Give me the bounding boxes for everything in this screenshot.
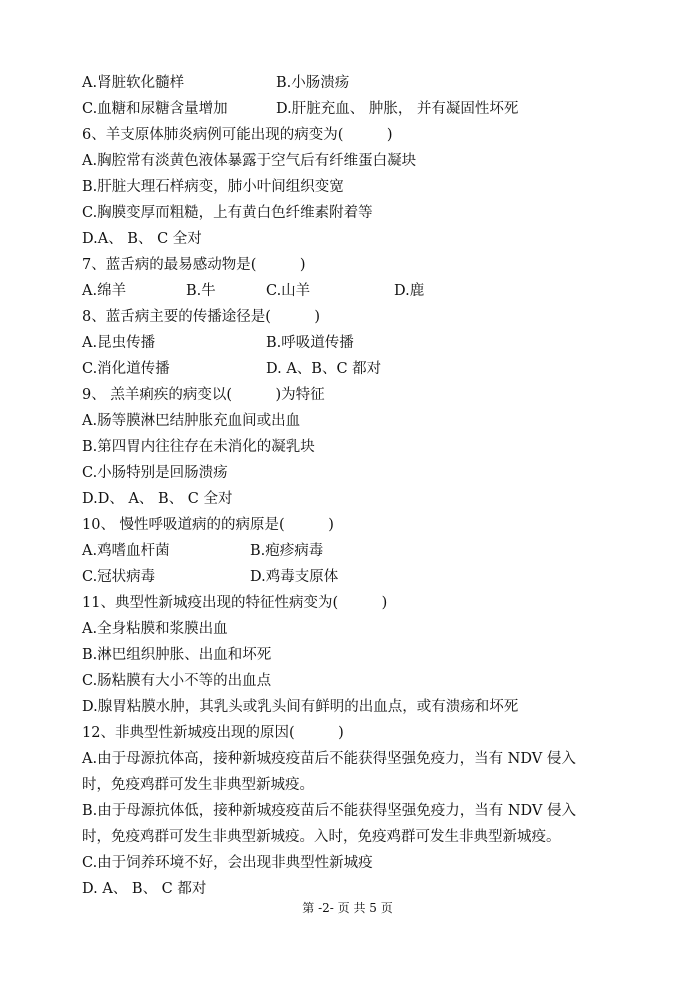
q9-option-d: D.D、 A、 B、 C 全对 [82, 491, 233, 507]
question-content [82, 70, 602, 902]
question-11: 11、典型性新城疫出现的特征性病变为( ) [82, 595, 388, 611]
q10-options-row-2 [82, 564, 602, 590]
q7-option-a: A.绵羊 [82, 283, 127, 299]
q8-option-c: C.消化道传播 [82, 361, 170, 377]
options-row-2 [82, 96, 602, 122]
q9-option-c: C.小肠特别是回肠溃疡 [82, 465, 228, 481]
question-8: 8、蓝舌病主要的传播途径是( ) [82, 309, 321, 325]
q7-option-b: B.牛 [186, 283, 216, 299]
question-12: 12、非典型性新城疫出现的原因( ) [82, 725, 344, 741]
q11-option-c: C.肠粘膜有大小不等的出血点 [82, 673, 272, 689]
option-d: D.肝脏充血、 肿胀， 并有凝固性坏死 [276, 101, 519, 117]
q8-option-a: A.昆虫传播 [82, 335, 156, 351]
q11-option-b: B.淋巴组织肿胀、出血和坏死 [82, 647, 272, 663]
q12-option-a: A.由于母源抗体高，接种新城疫疫苗后不能获得坚强免疫力，当有 NDV 侵入时，免疫鸡群可发生非典型新城疫。 [82, 751, 576, 793]
q12-option-b: B.由于母源抗体低，接种新城疫疫苗后不能获得坚强免疫力，当有 NDV 侵入时，免疫鸡群可发生非典型新城疫。入时，免疫鸡群可发生非典型新城疫。 [82, 803, 577, 845]
q7-option-d: D.鹿 [394, 283, 425, 299]
q12-option-d: D. A、 B、 C 都对 [82, 881, 207, 897]
option-c: C.血糖和尿糖含量增加 [82, 101, 228, 117]
q11-option-a: A.全身粘膜和浆膜出血 [82, 621, 228, 637]
q6-option-a: A.胸腔常有淡黄色液体暴露于空气后有纤维蛋白凝块 [82, 153, 417, 169]
q10-options-row-1 [82, 538, 602, 564]
page-number-footer: 第 -2- 页 共 5 页 [302, 901, 393, 915]
question-9: 9、 羔羊痢疾的病变以( )为特征 [82, 387, 325, 403]
q8-options-row-2 [82, 356, 602, 382]
q6-option-b: B.肝脏大理石样病变，肺小叶间组织变宽 [82, 179, 344, 195]
option-b: B.小肠溃疡 [276, 75, 350, 91]
question-6: 6、羊支原体肺炎病例可能出现的病变为( ) [82, 127, 393, 143]
option-a: A.肾脏软化髓样 [82, 75, 185, 91]
question-7: 7、蓝舌病的最易感动物是( ) [82, 257, 306, 273]
q10-option-c: C.冠状病毒 [82, 569, 156, 585]
question-10: 10、 慢性呼吸道病的的病原是( ) [82, 517, 334, 533]
q6-option-c: C.胸膜变厚而粗糙，上有黄白色纤维素附着等 [82, 205, 373, 221]
options-row-1 [82, 70, 602, 96]
q10-option-a: A.鸡嗜血杆菌 [82, 543, 170, 559]
q7-option-c: C.山羊 [266, 283, 311, 299]
q9-option-a: A.肠等膜淋巴结肿胀充血间或出血 [82, 413, 301, 429]
q6-option-d: D.A、 B、 C 全对 [82, 231, 202, 247]
q12-option-c: C.由于饲养环境不好，会出现非典型性新城疫 [82, 855, 373, 871]
q8-option-d: D. A、B、C 都对 [266, 361, 382, 377]
q8-option-b: B.呼吸道传播 [266, 335, 354, 351]
q10-option-d: D.鸡毒支原体 [250, 569, 339, 585]
q10-option-b: B.疱疹病毒 [250, 543, 324, 559]
q11-option-d: D.腺胃粘膜水肿，其乳头或乳头间有鲜明的出血点，或有溃疡和坏死 [82, 699, 519, 715]
q9-option-b: B.第四胃内往往存在未消化的凝乳块 [82, 439, 315, 455]
q8-options-row-1 [82, 330, 602, 356]
q7-options [82, 278, 602, 304]
